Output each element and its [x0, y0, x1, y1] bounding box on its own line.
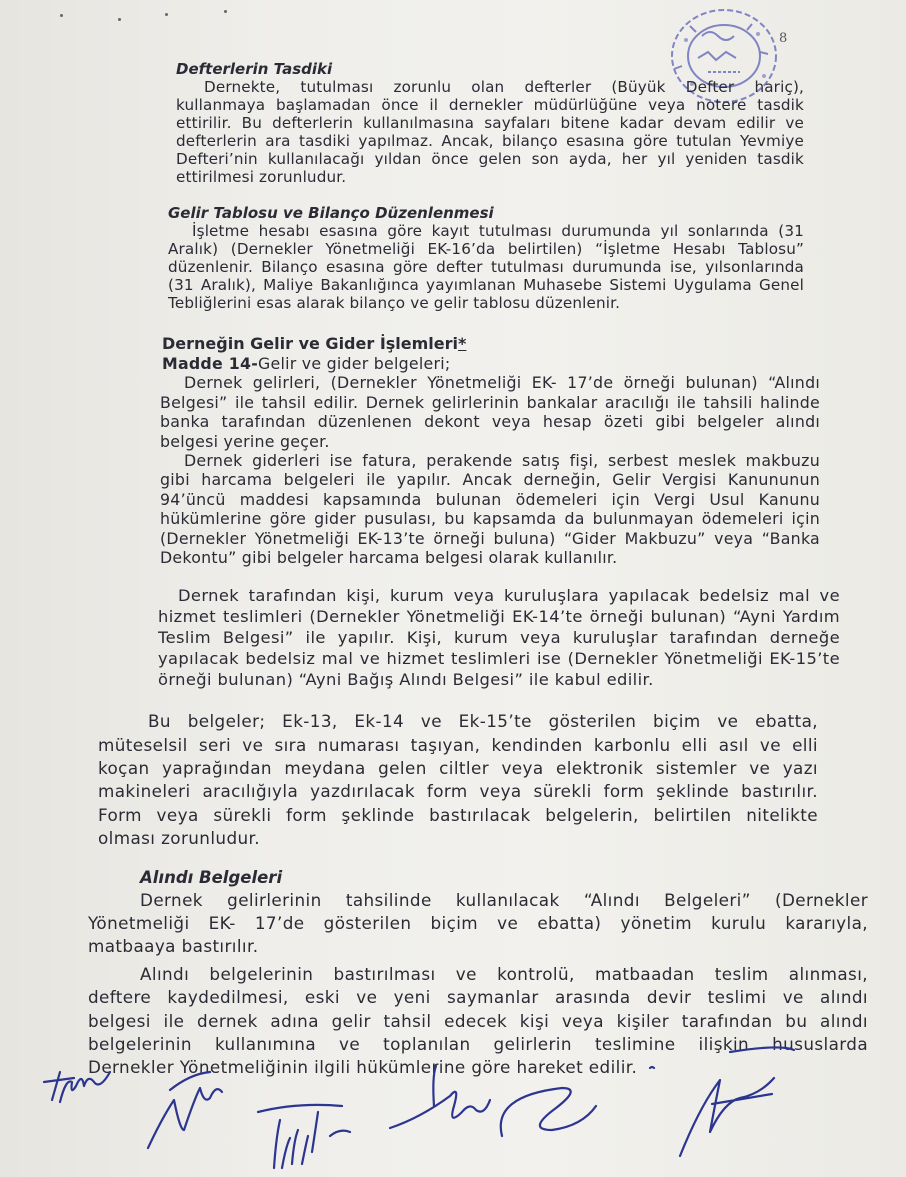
signature-6 — [680, 1047, 794, 1156]
text-line: İşletme hesabı esasına göre kayıt tutulması durumunda yıl sonlarında (31 — [192, 222, 804, 240]
text-line: Aralık) (Dernekler Yönetmeliği EK-16’da belirtilen) “İşletme Hesabı Tablosu” — [168, 240, 804, 258]
text-line: (31 Aralık), Maliye Bakanlığınca yayımlanan Muhasebe Sistemi Uygulama Genel — [168, 276, 804, 294]
text-line: Form veya sürekli form şeklinde bastırılacak belgelerin, belirtilen nitelikte — [98, 804, 818, 825]
text-line: Dernek gelirleri, (Dernekler Yönetmeliği EK- 17’de örneği bulunan) “Alındı — [184, 373, 820, 393]
signature-5 — [501, 1067, 654, 1136]
text-line: Belgesi” ile tahsil edilir. Dernek gelirlerinin bankalar aracılığı ile tahsili halinde — [160, 392, 820, 412]
text-line: hükümlerine göre gider pusulası, bu kapsamda da bulunmayan ödemeleri için — [160, 509, 820, 529]
section-gelir-tablosu — [168, 204, 804, 312]
speck — [165, 13, 168, 16]
text-line: Dernek gelirlerinin tahsilinde kullanılacak “Alındı Belgeleri” (Dernekler — [140, 889, 868, 910]
text-line: düzenlenir. Bilanço esasına göre defter tutulması durumunda ise, yılsonlarında — [168, 258, 804, 276]
text-line: Dernek tarafından kişi, kurum veya kuruluşlara yapılacak bedelsiz mal ve — [178, 586, 840, 606]
article-text: Gelir ve gider belgeleri; — [258, 354, 451, 373]
section-heading: Alındı Belgeleri — [140, 867, 283, 887]
text-line: Defteri’nin kullanılacağı yıldan önce gelen son ayda, her yıl yeniden tasdik — [176, 150, 804, 168]
signature-4 — [390, 1066, 490, 1128]
signature-2 — [148, 1072, 222, 1148]
section-heading: Defterlerin Tasdiki — [176, 60, 333, 78]
speck — [118, 18, 121, 21]
text-line: belgesi yerine geçer. — [160, 431, 330, 451]
text-line: yapılacak bedelsiz mal ve hizmet teslimleri ise (Dernekler Yönetmeliği EK-15’te — [158, 649, 840, 669]
page-number: 8 — [779, 31, 788, 46]
signature-1 — [44, 1072, 110, 1102]
text-line: makineleri aracılığıyla yazdırılacak form veya sürekli form şeklinde bastırılır. — [98, 781, 818, 802]
section-heading: Gelir Tablosu ve Bilanço Düzenlenmesi — [168, 204, 494, 222]
text-line: ettirilmesi zorunludur. — [176, 168, 347, 186]
text-line: deftere kaydedilmesi, eski ve yeni saymanlar arasında devir teslimi ve alındı — [88, 987, 868, 1008]
text-line: gibi harcama belgeleri ile yapılır. Ancak derneğin, Gelir Vergisi Kanununun — [160, 470, 820, 490]
text-line: Teslim Belgesi” ile yapılır. Kişi, kurum veya kuruluşlar tarafından derneğe — [158, 628, 840, 648]
text-line: koçan yaprağından meydana gelen ciltler veya elektronik sistemler ve yazı — [98, 758, 818, 779]
text-line: olması zorunludur. — [98, 828, 261, 849]
text-line: 94’üncü maddesi kapsamında bulunan ödemeleri için Vergi Usul Kanunu — [160, 489, 820, 509]
text-line: belgelerinin kullanımına ve toplanılan gelirlerin teslimine ilişkin hususlarda — [88, 1033, 868, 1054]
document-body — [84, 60, 868, 1080]
text-line: matbaaya bastırılır. — [88, 936, 259, 957]
heading-text: Derneğin Gelir ve Gider İşlemleri — [162, 334, 459, 353]
text-line: Dernekte, tutulması zorunlu olan defterler (Büyük Defter hariç), — [204, 78, 804, 96]
article-label: Madde 14- — [162, 354, 258, 373]
text-line: ettirilir. Bu defterlerin kullanılmasına sayfaları bitene kadar devam edilir ve — [176, 114, 804, 132]
text-line: hizmet teslimleri (Dernekler Yönetmeliği EK-14’te örneği bulunan) “Ayni Yardım — [158, 607, 840, 627]
text-line: kullanmaya başlamadan önce il dernekler müdürlüğüne veya notere tasdik — [176, 96, 804, 114]
text-line: Dernek giderleri ise fatura, perakende satış fişi, serbest meslek makbuzu — [184, 450, 820, 470]
text-line: belgesi ile dernek adına gelir tahsil edecek kişi veya kişiler tarafından bu alındı — [88, 1010, 868, 1031]
text-line: Bu belgeler; Ek-13, Ek-14 ve Ek-15’te gösterilen biçim ve ebatta, — [148, 711, 818, 732]
text-line: müteselsil seri ve sıra numarası taşıyan, kendinden karbonlu elli asıl ve elli — [98, 734, 818, 755]
section-heading — [160, 334, 820, 354]
paragraph-bu-belgeler — [98, 710, 818, 850]
section-gelir-gider-islemleri — [160, 334, 820, 567]
text-line: Dekontu” gibi belgeler harcama belgesi olarak kullanılır. — [160, 547, 618, 567]
text-line: Yönetmeliği EK- 17’de gösterilen biçim ve ebatta) yönetim kurulu kararıyla, — [88, 913, 868, 934]
text-line: Dernekler Yönetmeliğinin ilgili hükümlerine göre hareket edilir. — [88, 1057, 638, 1078]
text-line: örneği bulunan) “Ayni Bağış Alındı Belgesi” ile kabul edilir. — [158, 670, 654, 690]
article-line — [160, 354, 820, 373]
text-line: defterlerin ara tasdiki yapılmaz. Ancak, bilanço esasına göre tutulan Yevmiye — [176, 132, 804, 150]
section-defterlerin-tasdiki — [176, 60, 804, 186]
text-line: (Dernekler Yönetmeliği EK-13’te örneği buluna) “Gider Makbuzu” veya “Banka — [160, 528, 820, 548]
heading-mark: * — [458, 334, 467, 353]
text-line: banka tarafından düzenlenen dekont veya hesap özeti gibi belgeler alındı — [160, 412, 820, 432]
text-line: Alındı belgelerinin bastırılması ve kontrolü, matbaadan teslim alınması, — [140, 963, 868, 984]
speck — [224, 10, 227, 13]
signature-3 — [258, 1105, 350, 1168]
speck — [60, 14, 63, 17]
signatures — [30, 1040, 870, 1177]
text-line: Tebliğlerini esas alarak bilanço ve gelir tablosu düzenlenir. — [168, 294, 621, 312]
paragraph-ayni-yardim — [158, 585, 840, 690]
